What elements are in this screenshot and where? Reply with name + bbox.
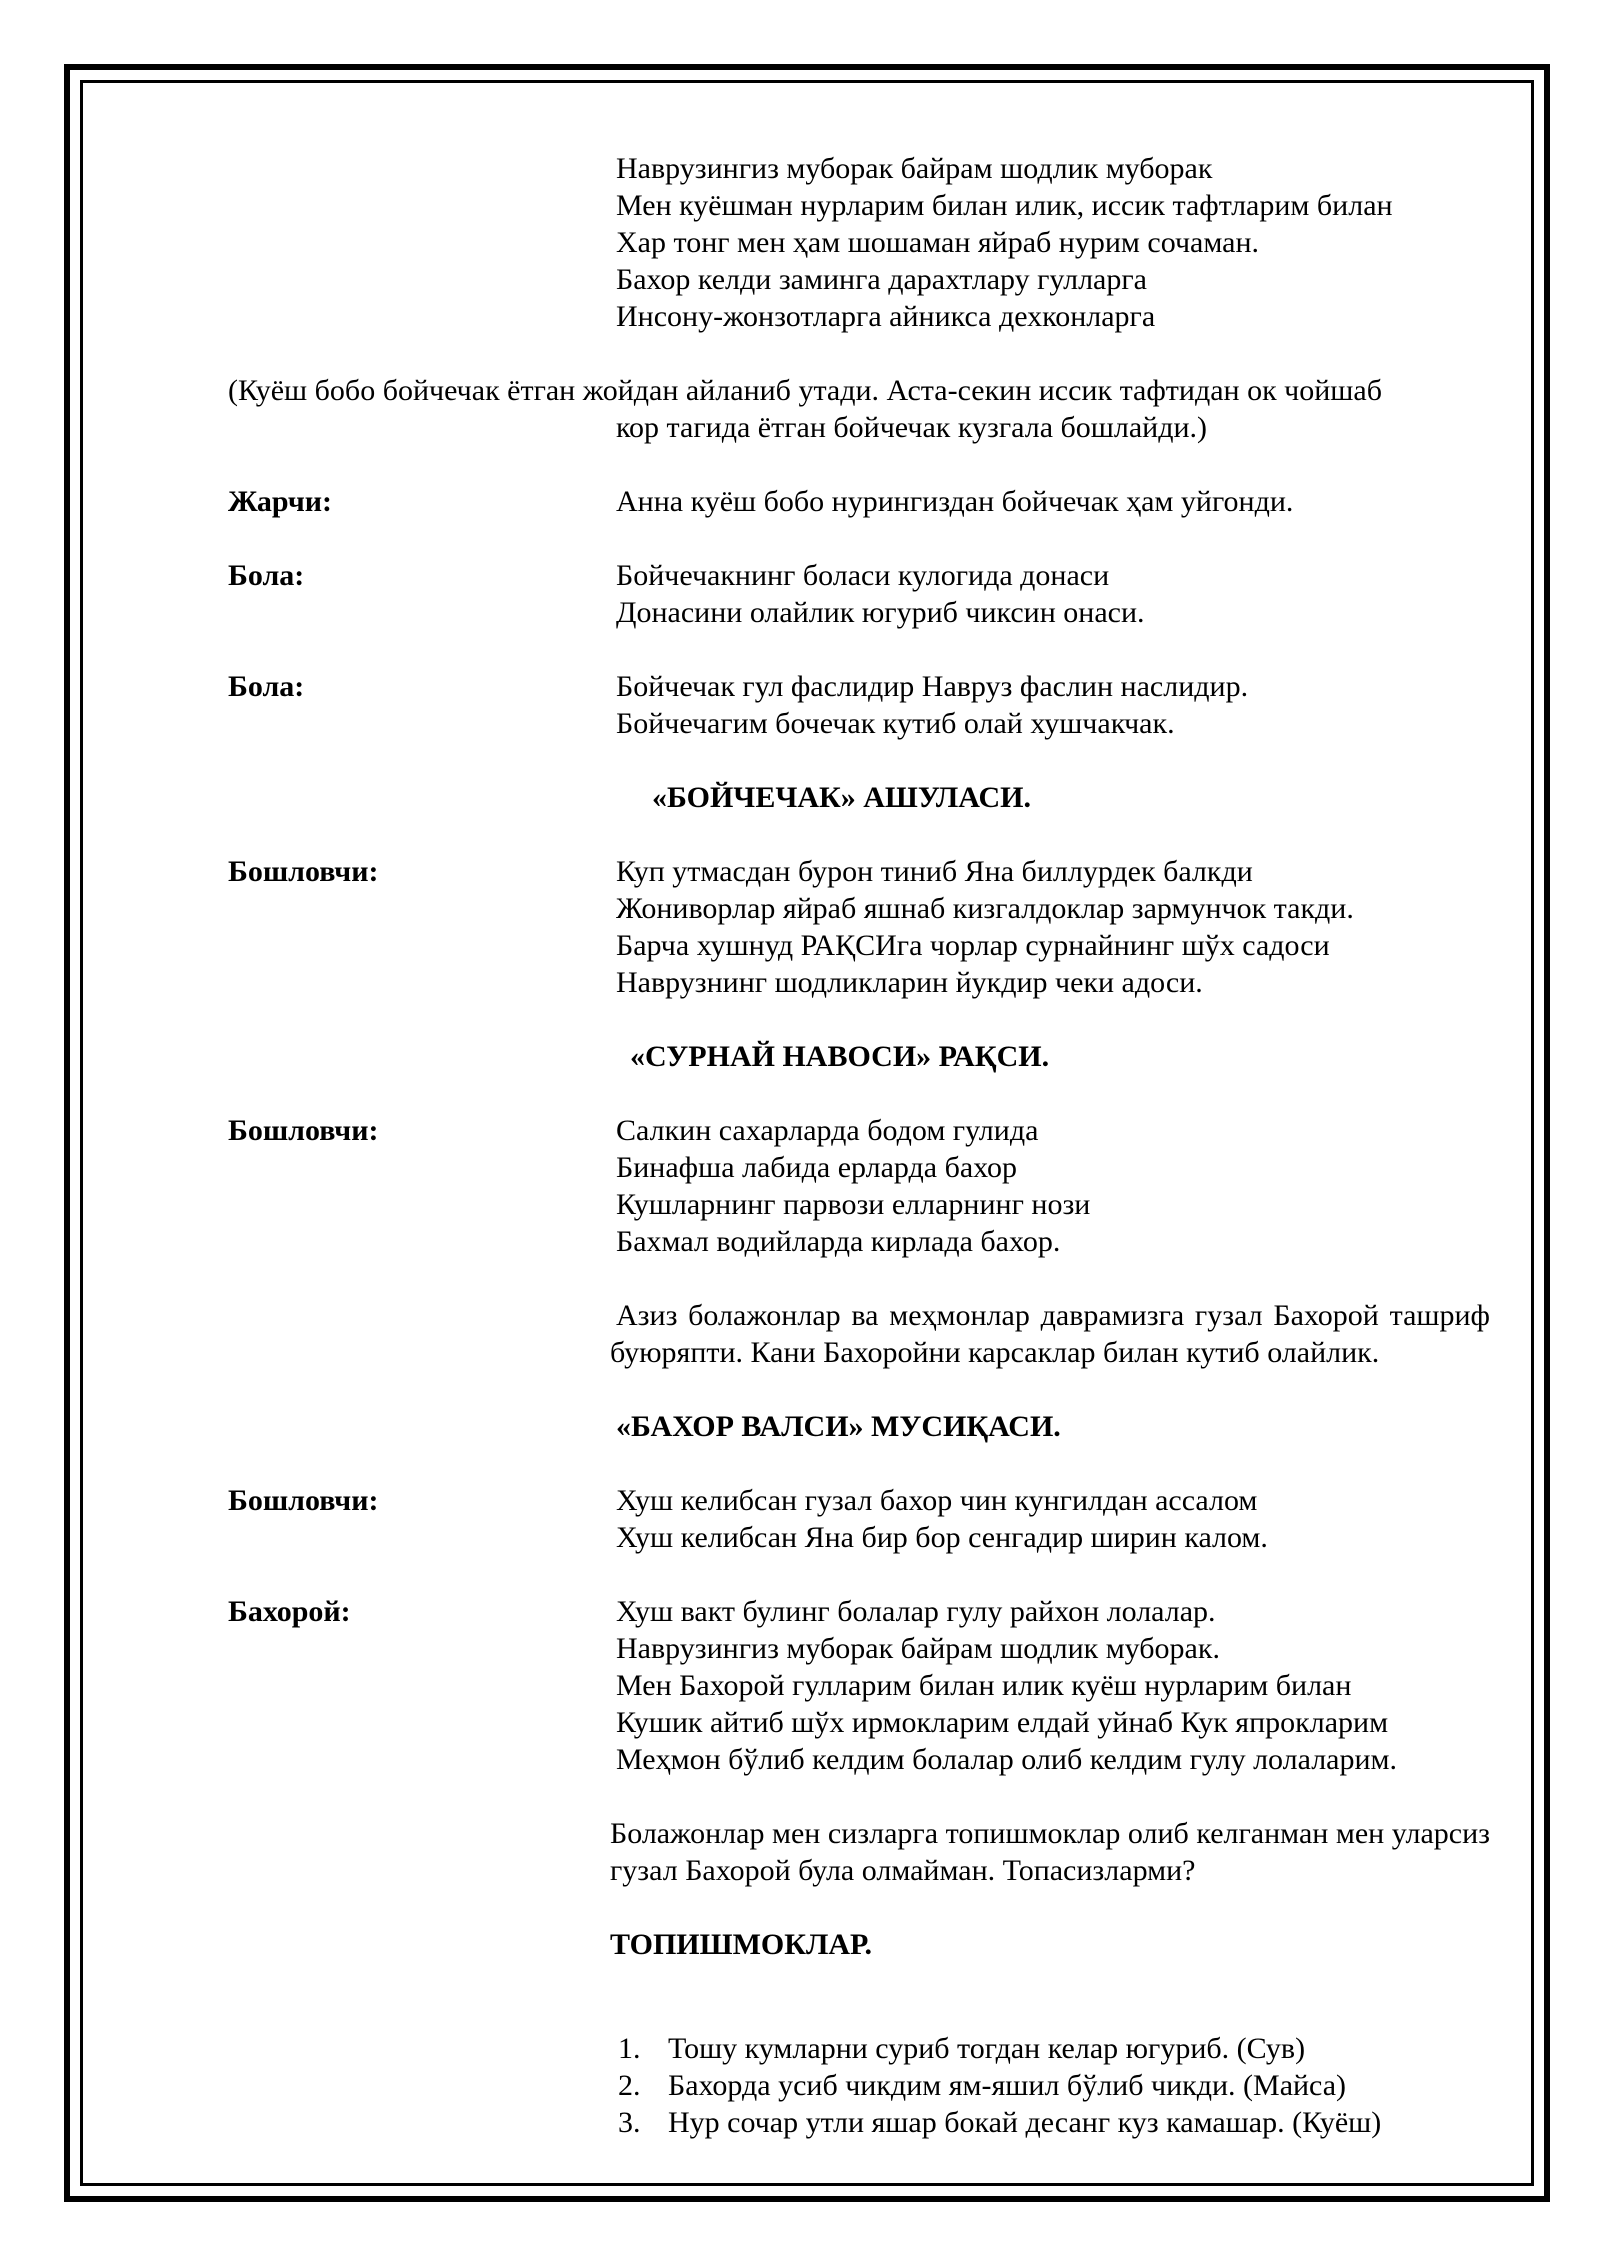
verse-line: Хар тонг мен ҳам шошаман яйраб нурим сочаман. — [616, 226, 1259, 259]
dialogue-block — [228, 1112, 1490, 1260]
speaker-name: Жарчи: — [228, 485, 333, 518]
verse-line: Наврузингиз муборак байрам шодлик муборак — [616, 152, 1213, 185]
dialogue-line: Бинафша лабида ерларда бахор — [616, 1151, 1018, 1184]
dialogue-line: Мен Бахорой гулларим билан илик куёш нурларим билан — [616, 1669, 1352, 1702]
dialogue-block — [228, 483, 1490, 520]
riddle-number: 1. — [618, 2032, 641, 2065]
riddles-list — [618, 2030, 1490, 2141]
speaker-name: Бахорой: — [228, 1595, 351, 1628]
narration-paragraph: Болажонлар мен сизларга топишмоклар олиб келганман мен уларсиз гузал Бахорой була олмайман. Топасизларми? — [610, 1817, 1490, 1887]
speaker-name: Бошловчи: — [228, 1484, 379, 1517]
dialogue-line: Кушик айтиб шўх ирмокларим елдай уйнаб Кук япрокларим — [616, 1706, 1389, 1739]
dialogue-line: Бойчечак гул фаслидир Навруз фаслин наслидир. — [616, 670, 1249, 703]
riddle-number: 3. — [618, 2106, 641, 2139]
dialogue-line: Хуш келибсан гузал бахор чин кунгилдан ассалом — [616, 1484, 1258, 1517]
dialogue-line: Наврузнинг шодликларин йукдир чеки адоси. — [616, 966, 1203, 999]
dialogue-line: Хуш келибсан Яна бир бор сенгадир ширин калом. — [616, 1521, 1268, 1554]
section-heading: «БАХОР ВАЛСИ» МУСИҚАСИ. — [616, 1410, 1061, 1443]
dialogue-block — [228, 668, 1490, 742]
stage-direction-line: (Куёш бобо бойчечак ётган жойдан айланиб утади. Аста-секин иссик тафтидан ок чойшаб — [228, 374, 1382, 407]
dialogue-line: Кушларнинг парвози елларнинг нози — [616, 1188, 1091, 1221]
narration-paragraph: Азиз болажонлар ва меҳмонлар даврамизга гузал Бахорой ташриф буюряпти. Кани Бахоройни карсаклар билан кутиб олайлик. — [610, 1299, 1490, 1369]
section-heading: ТОПИШМОКЛАР. — [610, 1928, 873, 1961]
dialogue-block — [228, 1482, 1490, 1556]
speaker-name: Бошловчи: — [228, 1114, 379, 1147]
stage-direction — [228, 372, 1490, 446]
dialogue-line: Барча хушнуд РАҚСИга чорлар сурнайнинг шўх садоси — [616, 929, 1330, 962]
dialogue-line: Донасини олайлик югуриб чиксин онаси. — [616, 596, 1145, 629]
speaker-name: Бола: — [228, 670, 305, 703]
riddle-text: Нур сочар утли яшар бокай десанг куз камашар. (Куёш) — [668, 2106, 1382, 2139]
riddle-text: Тошу кумларни суриб тогдан келар югуриб. (Сув) — [668, 2032, 1306, 2065]
opening-verse — [616, 150, 1490, 335]
dialogue-line: Жониворлар яйраб яшнаб кизгалдоклар зармунчок такди. — [616, 892, 1354, 925]
riddle-number: 2. — [618, 2069, 641, 2102]
dialogue-line: Бойчечакнинг боласи кулогида донаси — [616, 559, 1110, 592]
riddle-item — [618, 2067, 1490, 2104]
riddle-item — [618, 2104, 1490, 2141]
verse-line: Инсону-жонзотларга айникса дехконларга — [616, 300, 1156, 333]
dialogue-line: Бойчечагим бочечак кутиб олай хушчакчак. — [616, 707, 1175, 740]
speaker-name: Бола: — [228, 559, 305, 592]
dialogue-line: Куп утмасдан бурон тиниб Яна биллурдек балкди — [616, 855, 1253, 888]
document-body — [228, 150, 1490, 2171]
verse-line: Мен куёшман нурларим билан илик, иссик тафтларим билан — [616, 189, 1393, 222]
section-heading: «СУРНАЙ НАВОСИ» РАҚСИ. — [630, 1040, 1050, 1073]
section-heading: «БОЙЧЕЧАК» АШУЛАСИ. — [652, 781, 1031, 814]
dialogue-line: Меҳмон бўлиб келдим болалар олиб келдим гулу лолаларим. — [616, 1743, 1398, 1776]
dialogue-block — [228, 853, 1490, 1001]
dialogue-block — [228, 1593, 1490, 1778]
riddle-text: Бахорда усиб чикдим ям-яшил бўлиб чикди. (Майса) — [668, 2069, 1347, 2102]
stage-direction-line: кор тагида ётган бойчечак кузгала бошлайди.) — [616, 411, 1208, 444]
speaker-name: Бошловчи: — [228, 855, 379, 888]
riddle-item — [618, 2030, 1490, 2067]
dialogue-line: Хуш вакт булинг болалар гулу райхон лолалар. — [616, 1595, 1216, 1628]
dialogue-line: Салкин сахарларда бодом гулида — [616, 1114, 1039, 1147]
dialogue-line: Бахмал водийларда кирлада бахор. — [616, 1225, 1061, 1258]
verse-line: Бахор келди заминга дарахтлару гулларга — [616, 263, 1147, 296]
dialogue-block — [228, 557, 1490, 631]
dialogue-line: Наврузингиз муборак байрам шодлик муборак. — [616, 1632, 1220, 1665]
dialogue-line: Анна куёш бобо нурингиздан бойчечак ҳам уйгонди. — [616, 485, 1294, 518]
